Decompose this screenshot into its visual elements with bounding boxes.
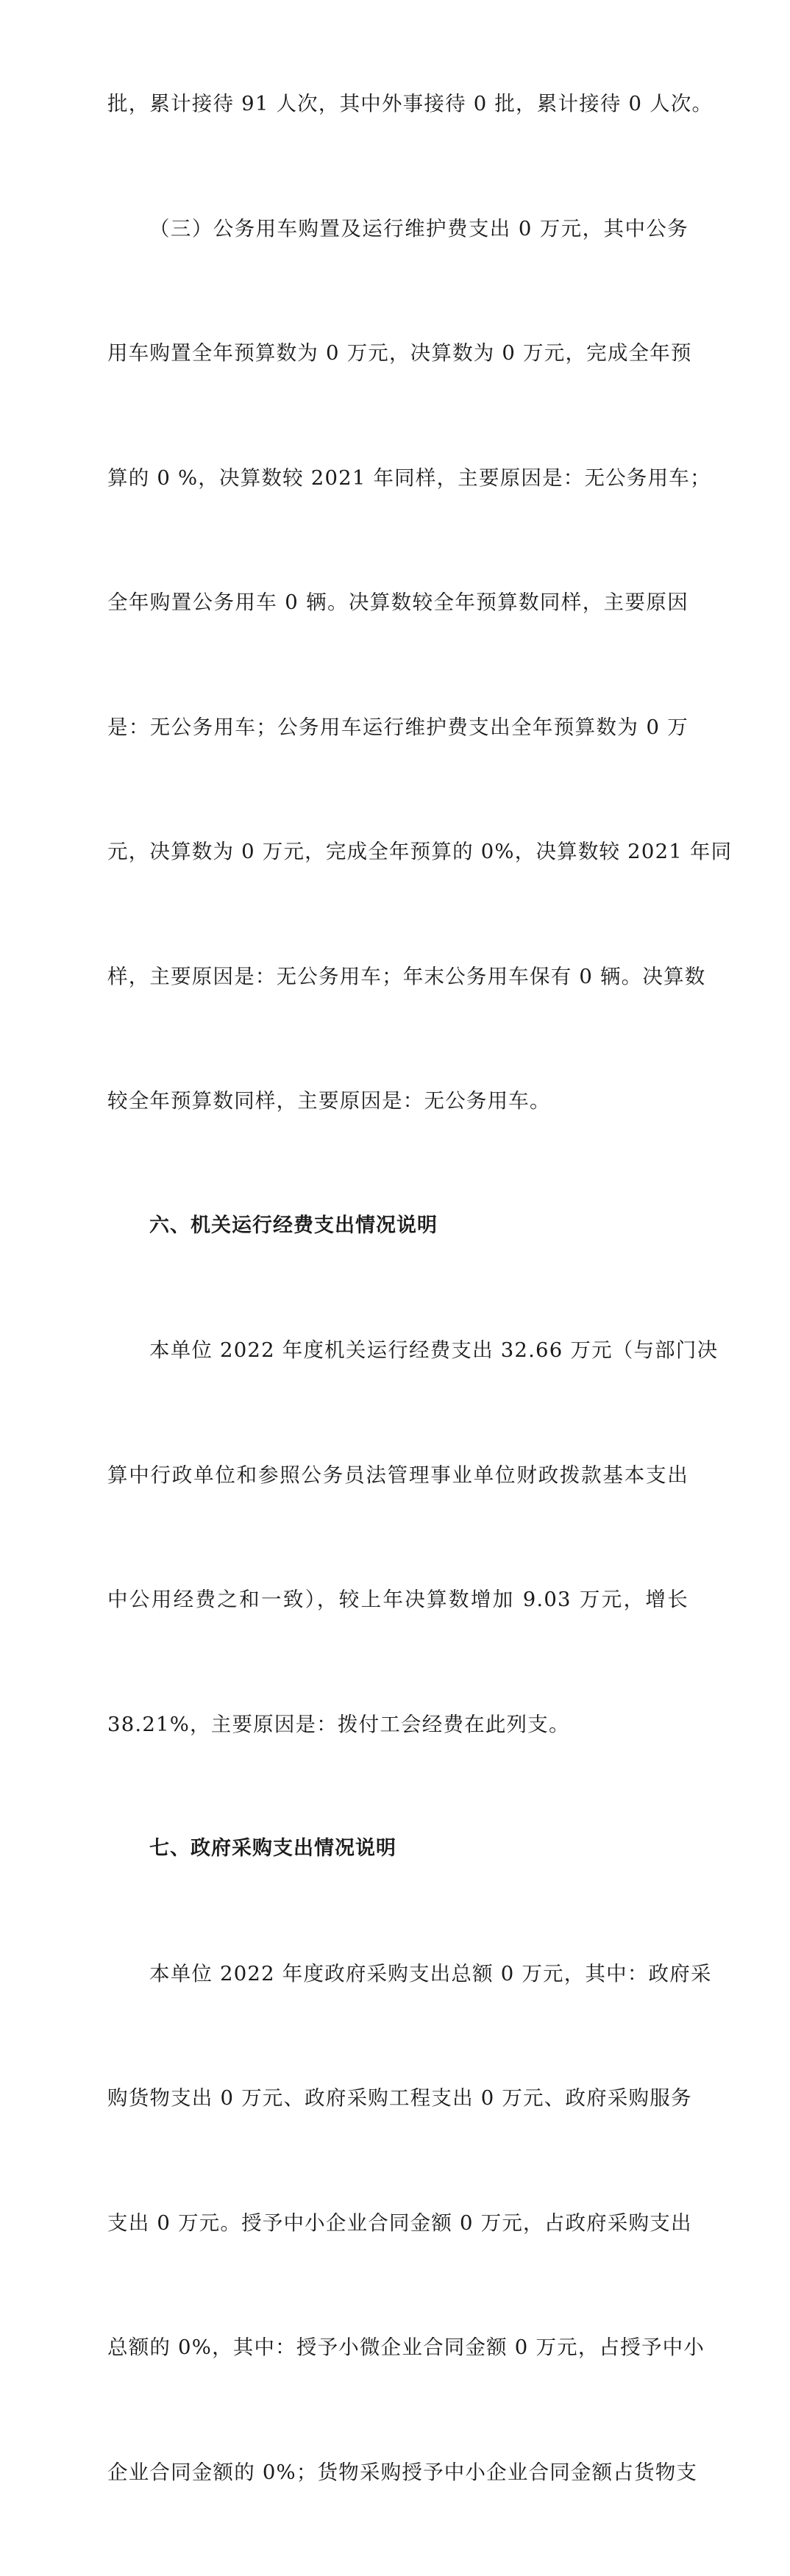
paragraph-line: 支出 0 万元。授予中小企业合同金额 0 万元，占政府采购支出	[107, 2202, 688, 2244]
section-heading-6: 六、机关运行经费支出情况说明	[107, 1205, 688, 1247]
paragraph-line: 算中行政单位和参照公务员法管理事业单位财政拨款基本支出	[107, 1455, 688, 1496]
paragraph-line: 元，决算数为 0 万元，完成全年预算的 0%，决算数较 2021 年同	[107, 831, 688, 873]
paragraph-line: 是：无公务用车；公务用车运行维护费支出全年预算数为 0 万	[107, 707, 688, 749]
paragraph-line: 批，累计接待 91 人次，其中外事接待 0 批，累计接待 0 人次。	[107, 83, 688, 125]
section5-vehicle-paragraphs	[107, 0, 688, 1205]
paragraph-line: 38.21%，主要原因是：拨付工会经费在此列支。	[107, 1704, 688, 1746]
paragraph-line: 用车购置全年预算数为 0 万元，决算数为 0 万元，完成全年预	[107, 332, 688, 374]
paragraph-line: 中公用经费之和一致），较上年决算数增加 9.03 万元，增长	[107, 1579, 688, 1621]
document-body	[107, 0, 688, 2576]
document-page	[0, 0, 790, 818]
paragraph-line: 企业合同金额的 0%；货物采购授予中小企业合同金额占货物支	[107, 2452, 688, 2494]
paragraph-line: （三）公务用车购置及运行维护费支出 0 万元，其中公务	[107, 208, 688, 250]
paragraph-line: 较全年预算数同样，主要原因是：无公务用车。	[107, 1080, 688, 1122]
paragraph-line: 本单位 2022 年度政府采购支出总额 0 万元，其中：政府采	[107, 1953, 688, 1995]
paragraph-line: 本单位 2022 年度机关运行经费支出 32.66 万元（与部门决	[107, 1330, 688, 1371]
paragraph-line: 总额的 0%，其中：授予小微企业合同金额 0 万元，占授予中小	[107, 2327, 688, 2369]
paragraph-line: 算的 0 %，决算数较 2021 年同样，主要原因是：无公务用车；	[107, 457, 688, 499]
paragraph-line: 购货物支出 0 万元、政府采购工程支出 0 万元、政府采购服务	[107, 2077, 688, 2119]
section-heading-7: 七、政府采购支出情况说明	[107, 1828, 688, 1870]
section7-paragraph	[107, 1870, 688, 2576]
paragraph-line: 样，主要原因是：无公务用车；年末公务用车保有 0 辆。决算数	[107, 956, 688, 998]
paragraph-line: 全年购置公务用车 0 辆。决算数较全年预算数同样，主要原因	[107, 582, 688, 624]
section6-paragraph	[107, 1246, 688, 1828]
